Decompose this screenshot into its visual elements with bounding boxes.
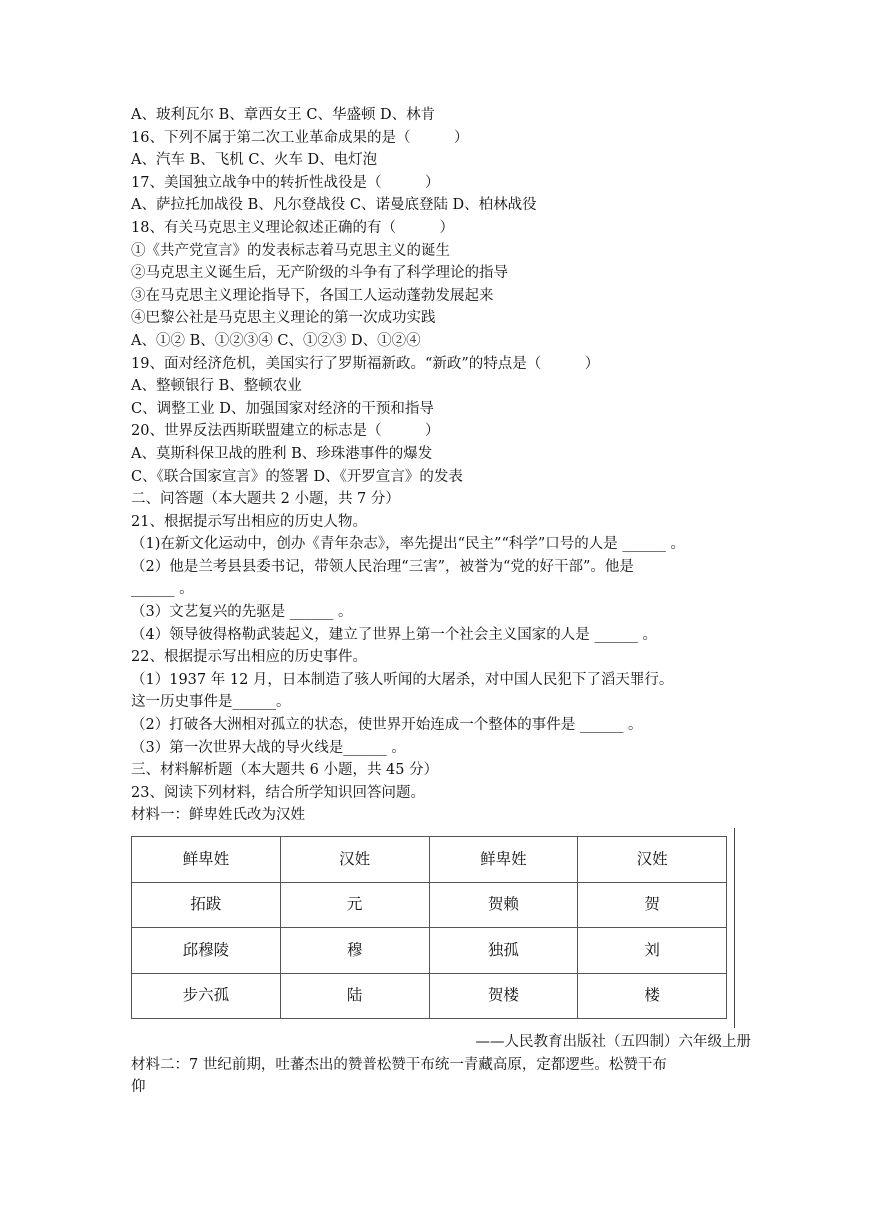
question-22: 22、根据提示写出相应的历史事件。 [131, 649, 367, 666]
table-cell: 穆 [280, 928, 429, 974]
table-row [132, 973, 727, 1019]
table-cell: 刘 [578, 928, 727, 974]
q22-item-2: （2）打破各大洲相对孤立的状态，使世界开始连成一个整体的事件是 ______ 。 [131, 717, 643, 734]
question-21: 21、根据提示写出相应的历史人物。 [131, 513, 367, 530]
table-side-rule [734, 828, 736, 1028]
surname-table [131, 836, 727, 1019]
section-2-heading: 二、问答题（本大题共 2 小题，共 7 分） [131, 491, 400, 508]
q22-item-1-cont: 这一历史事件是______。 [131, 694, 291, 711]
question-23: 23、阅读下列材料，结合所学知识回答问题。 [131, 784, 425, 801]
options-q17: A、萨拉托加战役 B、凡尔登战役 C、诺曼底登陆 D、柏林战役 [131, 197, 537, 214]
question-19: 19、面对经济危机，美国实行了罗斯福新政。“新政”的特点是（ ） [131, 355, 600, 372]
material-1-title: 材料一：鲜卑姓氏改为汉姓 [131, 807, 305, 824]
table-cell: 拓跋 [132, 882, 281, 928]
table-header-cell: 鲜卑姓 [132, 837, 281, 883]
table-header-cell: 鲜卑姓 [429, 837, 578, 883]
q21-item-1: （1)在新文化运动中，创办《青年杂志》，率先提出“民主”“科学”口号的人是 ______ 。 [131, 536, 685, 553]
table-header-cell: 汉姓 [280, 837, 429, 883]
statement-3: ③在马克思主义理论指导下，各国工人运动蓬勃发展起来 [131, 287, 494, 304]
table-cell: 楼 [578, 973, 727, 1019]
options-q20-ab: A、莫斯科保卫战的胜利 B、珍珠港事件的爆发 [131, 445, 433, 462]
surname-table-wrap [131, 836, 729, 1019]
document-content [131, 104, 751, 1099]
q21-item-3: （3）文艺复兴的先驱是 ______ 。 [131, 604, 353, 621]
q21-item-2: （2）他是兰考县县委书记，带领人民治理“三害”，被誉为“党的好干部”。他是 [131, 558, 634, 575]
options-q16: A、汽车 B、飞机 C、火车 D、电灯泡 [131, 152, 378, 169]
table-cell: 贺楼 [429, 973, 578, 1019]
table-cell: 步六孤 [132, 973, 281, 1019]
statement-4: ④巴黎公社是马克思主义理论的第一次成功实践 [131, 310, 436, 327]
question-16: 16、下列不属于第二次工业革命成果的是（ ） [131, 129, 469, 146]
material-1-source: ——人民教育出版社（五四制）六年级上册 [475, 1034, 751, 1050]
q21-item-2-cont: ______ 。 [131, 581, 194, 598]
section-3-heading: 三、材料解析题（本大题共 6 小题，共 45 分） [131, 762, 439, 779]
table-row [132, 837, 727, 883]
table-cell: 元 [280, 882, 429, 928]
question-17: 17、美国独立战争中的转折性战役是（ ） [131, 174, 440, 191]
table-header-cell: 汉姓 [578, 837, 727, 883]
table-cell: 独孤 [429, 928, 578, 974]
options-q15: A、玻利瓦尔 B、章西女王 C、华盛顿 D、林肯 [131, 107, 436, 123]
options-q18: A、①② B、①②③④ C、①②③ D、①②④ [131, 332, 421, 349]
table-row [132, 928, 727, 974]
table-cell: 贺 [578, 882, 727, 928]
material-2-text-cont: 仰 [131, 1079, 146, 1096]
q22-item-1: （1）1937 年 12 月，日本制造了骇人听闻的大屠杀，对中国人民犯下了滔天罪行。 [131, 671, 674, 688]
material-2-text: 材料二：7 世纪前期，吐蕃杰出的赞普松赞干布统一青藏高原，定都逻些。松赞干布 [131, 1056, 667, 1073]
question-20: 20、世界反法西斯联盟建立的标志是（ ） [131, 423, 440, 440]
statement-1: ①《共产党宣言》的发表标志着马克思主义的诞生 [131, 242, 450, 259]
options-q19-cd: C、调整工业 D、加强国家对经济的干预和指导 [131, 400, 434, 417]
table-cell: 贺赖 [429, 882, 578, 928]
question-18: 18、有关马克思主义理论叙述正确的有（ ） [131, 219, 454, 236]
q21-item-4: （4）领导彼得格勒武装起义，建立了世界上第一个社会主义国家的人是 ______ 。 [131, 626, 657, 643]
table-cell: 邱穆陵 [132, 928, 281, 974]
statement-2: ②马克思主义诞生后，无产阶级的斗争有了科学理论的指导 [131, 265, 508, 282]
options-q20-cd: C、《联合国家宣言》的签署 D、《开罗宣言》的发表 [131, 468, 463, 485]
table-row [132, 882, 727, 928]
table-cell: 陆 [280, 973, 429, 1019]
q22-item-3: （3）第一次世界大战的导火线是______ 。 [131, 739, 406, 756]
options-q19-ab: A、整顿银行 B、整顿农业 [131, 378, 302, 395]
